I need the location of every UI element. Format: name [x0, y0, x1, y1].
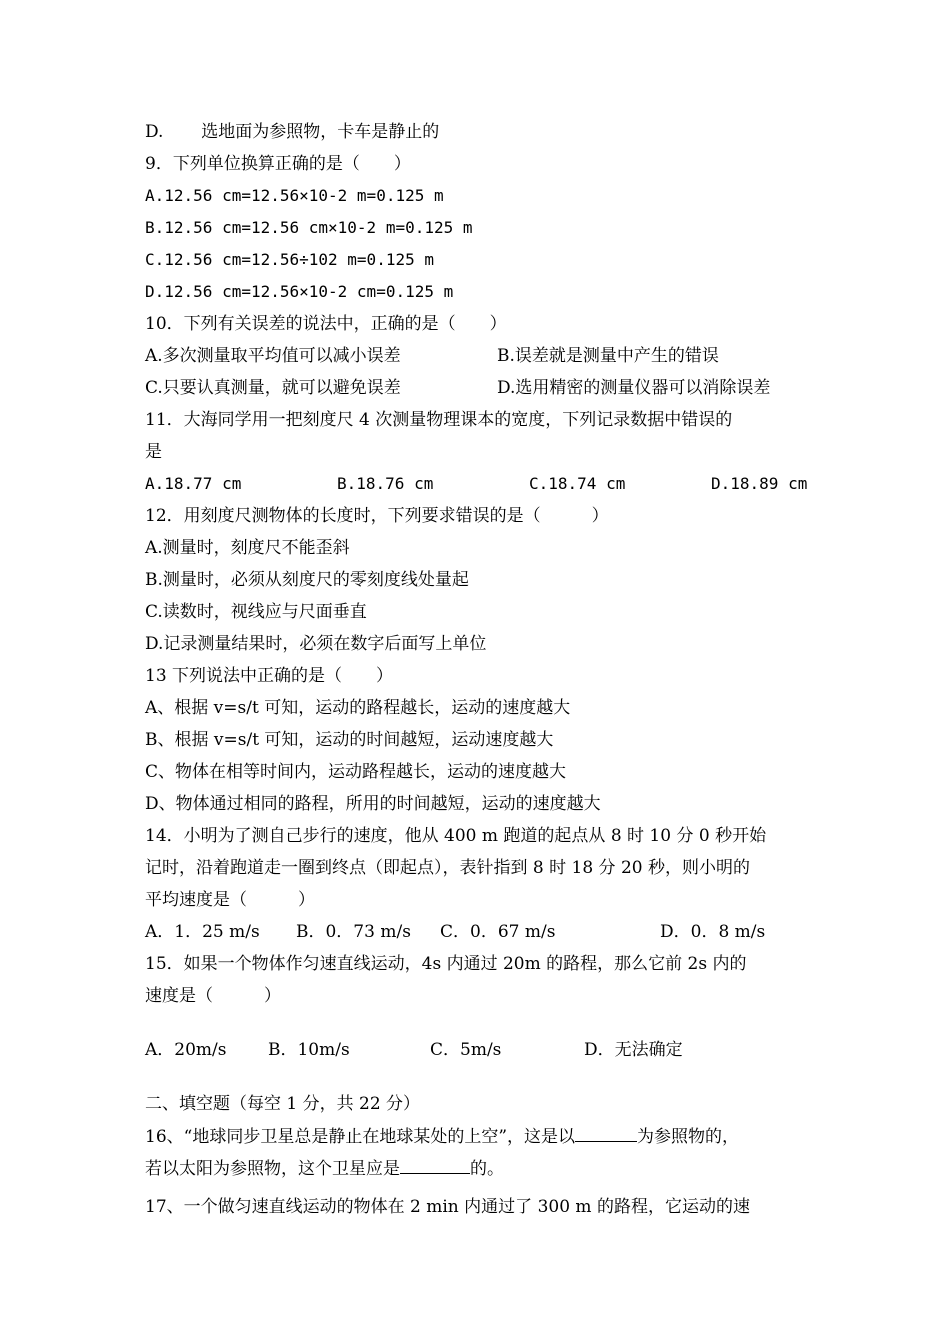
q15-stem-line1: 15．如果一个物体作匀速直线运动，4s 内通过 20m 的路程，那么它前 2s 内的 [145, 954, 747, 974]
q14-stem-line1: 14．小明为了测自己步行的速度，他从 400 m 跑道的起点从 8 时 10 分 0 秒开始 [145, 826, 767, 846]
q11-option-a: A.18.77 cm [145, 474, 242, 493]
q9-stem: 9．下列单位换算正确的是（ ） [145, 154, 411, 174]
q12-stem: 12．用刻度尺测物体的长度时，下列要求错误的是（ ） [145, 506, 609, 526]
q15-option-b: B．10m/s [268, 1040, 350, 1060]
q10-option-b: B.误差就是测量中产生的错误 [497, 346, 719, 366]
q12-option-b: B.测量时，必须从刻度尺的零刻度线处量起 [145, 570, 469, 590]
q17-stem: 17、一个做匀速直线运动的物体在 2 min 内通过了 300 m 的路程，它运动的速 [145, 1197, 750, 1217]
q12-option-c: C.读数时，视线应与尺面垂直 [145, 602, 367, 622]
q15-option-a: A．20m/s [145, 1040, 227, 1060]
q9-option-d: D.12.56 cm=12.56×10-2 cm=0.125 m [145, 282, 454, 301]
q14-option-b: B．0．73 m/s [296, 922, 411, 942]
q13-stem: 13 下列说法中正确的是（ ） [145, 666, 394, 686]
q12-option-d: D.记录测量结果时，必须在数字后面写上单位 [145, 634, 487, 654]
q14-option-d: D．0．8 m/s [660, 922, 766, 942]
q14-option-c: C．0．67 m/s [440, 922, 556, 942]
q11-stem-line1: 11．大海同学用一把刻度尺 4 次测量物理课本的宽度，下列记录数据中错误的 [145, 410, 733, 430]
q12-option-a: A.测量时，刻度尺不能歪斜 [145, 538, 350, 558]
q11-option-b: B.18.76 cm [337, 474, 434, 493]
q13-option-c: C、物体在相等时间内，运动路程越长，运动的速度越大 [145, 762, 567, 782]
q16-text-part3: 若以太阳为参照物，这个卫星应是 [145, 1159, 400, 1179]
q15-option-c: C．5m/s [430, 1040, 502, 1060]
q11-option-c: C.18.74 cm [529, 474, 626, 493]
q11-stem-line2: 是 [145, 442, 162, 462]
q16-answer-blank-1[interactable] [575, 1125, 637, 1142]
q10-option-c: C.只要认真测量，就可以避免误差 [145, 378, 401, 398]
q16-line2 [145, 1157, 504, 1180]
q16-line1 [145, 1125, 739, 1148]
section-title-fill-in: 二、填空题（每空 1 分，共 22 分） [145, 1094, 421, 1114]
q10-option-a: A.多次测量取平均值可以减小误差 [145, 346, 401, 366]
q13-option-a: A、根据 v=s/t 可知，运动的路程越长，运动的速度越大 [145, 698, 571, 718]
q9-option-a: A.12.56 cm=12.56×10-2 m=0.125 m [145, 186, 444, 205]
q10-stem: 10．下列有关误差的说法中，正确的是（ ） [145, 314, 507, 334]
q11-option-d: D.18.89 cm [711, 474, 808, 493]
q14-stem-line2: 记时，沿着跑道走一圈到终点（即起点），表针指到 8 时 18 分 20 秒，则小明的 [145, 858, 751, 878]
q14-stem-line3: 平均速度是（ ） [145, 890, 315, 910]
q16-text-part4: 的。 [470, 1159, 504, 1179]
q8-option-d: D. 选地面为参照物，卡车是静止的 [145, 122, 440, 142]
q16-text-part1: 16、“地球同步卫星总是静止在地球某处的上空”，这是以 [145, 1127, 576, 1147]
q9-option-c: C.12.56 cm=12.56÷102 m=0.125 m [145, 250, 434, 269]
q16-text-part2: 为参照物的， [637, 1127, 740, 1147]
q10-option-d: D.选用精密的测量仪器可以消除误差 [497, 378, 771, 398]
q13-option-d: D、物体通过相同的路程，所用的时间越短，运动的速度越大 [145, 794, 601, 814]
q15-option-d: D．无法确定 [584, 1040, 683, 1060]
q14-option-a: A．1．25 m/s [145, 922, 260, 942]
q13-option-b: B、根据 v=s/t 可知，运动的时间越短，运动速度越大 [145, 730, 554, 750]
q16-answer-blank-2[interactable] [400, 1157, 470, 1174]
q9-option-b: B.12.56 cm=12.56 cm×10-2 m=0.125 m [145, 218, 473, 237]
q15-stem-line2: 速度是（ ） [145, 986, 281, 1006]
